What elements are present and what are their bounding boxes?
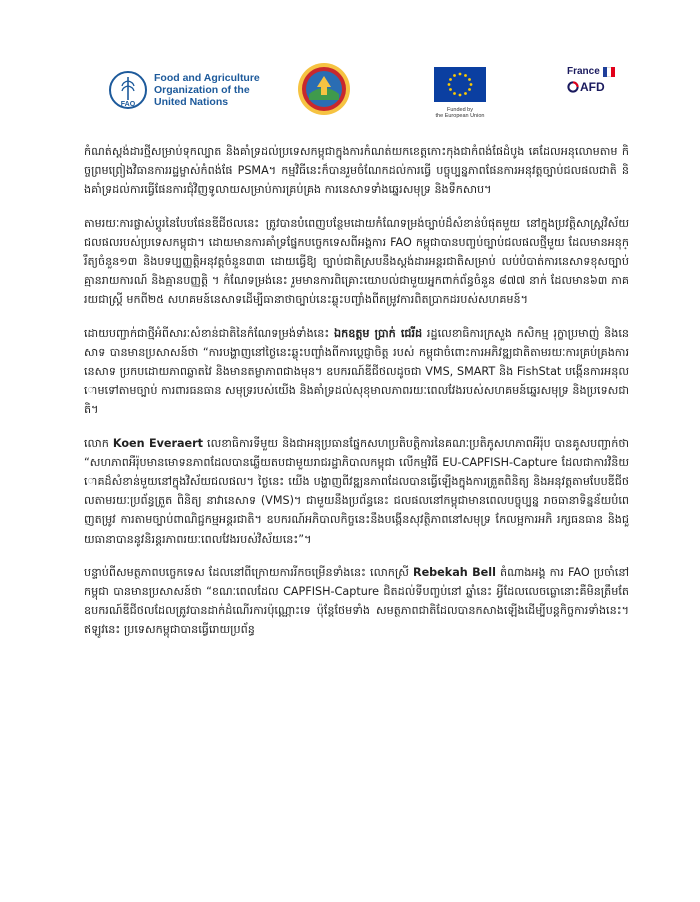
fao-name-line3: United Nations xyxy=(154,96,229,108)
paragraph-4-intro: លោក xyxy=(84,436,113,450)
paragraph-5-quote: តំណាងអង្គ ការ FAO ប្រចាំនៅកម្ពុជា បានមានប្រសាសន៍ថា “ខណៈពេលដែល CAPFISH-Capture ជិតដល់ទីបញ្ចប់នៅ ឆ្នាំនេះ អ្វីដែលលេចធ្លោនោះគឺមិនត្រឹមតែឧបករណ៍ឌីជីថលដែលត្រូវបានដាក់ដំណើរការប៉ុណ្ណោះទេ ប៉ុន្តែថែមទាំង សមត្ថភាពជាតិដែលបានកសាងឡើងដើម្បីបន្តកិច្ចការទាំងនេះ។ ឥឡូវនេះ ប្រទេសកម្ពុជាបានធ្វើរោយប្រព័ន្ធ xyxy=(84,565,629,637)
afd-logo xyxy=(567,66,615,94)
paragraph-1: កំណត់ស្តង់ដារថ្មីសម្រាប់ទុកល្បាត និងគាំទ្រដល់ប្រទេសកម្ពុជាក្នុងការកំណត់យកខេត្តកោះកុងជាកំពង់ផែដំបូង គេដែលអនុលោមតាម កិច្ចព្រមព្រៀងវិធានការរដ្ឋម្ចាស់កំពង់ផែ PSMA។ កម្មវិធីនេះក៏បានរួមចំណែកដល់ការធ្វើ បច្ចុប្បន្នភាពផែនការអនុវត្តច្បាប់ជលផលជាតិ និងគាំទ្រដល់ការធ្វើផែនការជុំវិញទូលាយសម្រាប់ការគ្រប់គ្រង ការនេសាទទាំងឆ្នេរសមុទ្រ និងទឹកសាប។ xyxy=(84,145,629,197)
speaker-name-koen-everaert: Koen Everaert xyxy=(112,436,204,450)
france-label-row xyxy=(567,66,615,77)
eu-caption-line2: the European Union xyxy=(435,113,485,119)
eu-caption-line1: Funded by xyxy=(447,107,473,113)
afd-wordmark xyxy=(567,80,615,94)
paragraph-4-quote: លេខាធិការទីមួយ និងជាអនុប្រធានផ្នែកសហប្រតិបត្តិការនៃគណៈប្រតិភូសហភាពអឺរ៉ុប បានគូសបញ្ជាក់ថា “សហភាពអឺរ៉ុបមានមោទនភាពដែលបានឆ្លើយតបជាមួយរាជរដ្ឋាភិបាលកម្ពុជា លើកម្មវិធី EU-CAPFISH-Capture ដែលជាការវិនិយោគដ៏សំខាន់មួយនៅក្នុងវិស័យជលផល។ ថ្ងៃនេះ យើង បង្ហាញពីវឌ្ឍនភាពដែលបានធ្វើឡើងក្នុងការត្រួតពិនិត្យ និងអនុវត្តតាមបែបឌីជីថលតាមរយៈប្រព័ន្ធត្រួត ពិនិត្យ នាវានេសាទ (VMS)។ ជាមួយនឹងប្រព័ន្ធនេះ ជលផលនៅកម្ពុជាមានពេលបច្ចុប្បន្ន រាចធានាទិន្នន័យបំពេញតម្រូវ ការតាមច្បាប់ពាណិជ្ជកម្មអន្តរជាតិ។ ឧបករណ៍អភិបាលកិច្ចនេះនឹងបង្កើនសុវត្ថិភាពនៅសមុទ្រ កែលម្អការអភិ រក្សធនធាន និងជួយធានាបាននូវនិរន្តរភាពរយៈពេលវែងរបស់វិស័យនេះ”។ xyxy=(84,436,629,546)
paragraph-3-intro: ដោយបញ្ជាក់ជាថ្មីអំពីសារៈសំខាន់ជាតិនៃកំណែទម្រង់ទាំងនេះ xyxy=(84,326,335,340)
afd-ring-icon xyxy=(567,81,579,93)
paragraph-2: តាមរយៈការផ្លាស់ប្តូរនៃបែបផែនឌីជីថលនេះ ត្រូវបានបំពេញបន្ថែមដោយកំណែទម្រង់ច្បាប់ដ៏សំខាន់បំផុតមួយ នៅក្នុងប្រវត្តិសាស្ត្រវិស័យជលផលរបស់ប្រទេសកម្ពុជា។ ដោយមានការគាំទ្រផ្នែកបច្ចេកទេសពីអង្គការ FAO កម្ពុជាបានបញ្ចប់ច្បាប់ជលផលថ្មីមួយ ដែលមានអនុក្រឹត្យចំនួន១៣ និងបទប្បញ្ញត្តិអនុវត្តចំនួន៣៣ ដោយធ្វើឱ្យ ច្បាប់ជាតិស្របនឹងស្តង់ដារអន្តរជាតិសម្រាប់ លប់បំបាត់ការនេសាទខុសច្បាប់ គ្មានរាយការណ៍ និងគ្មានបញ្ញត្តិ ។ កំណែទម្រង់នេះ រួមមានការពិគ្រោះយោបល់ជាមួយអ្នកពាក់ព័ន្ធចំនួន ៨៧៧ នាក់ ដែលមាន៦៣ ភាគរយជាស្ត្រី មកពី២៥ សហគមន៍នេសាទដើម្បីធានាថាច្បាប់នេះឆ្លុះបញ្ចាំងពីតម្រូវការពិតប្រាកដរបស់សហគមន៍។ xyxy=(84,216,629,307)
speaker-name-rebekah-bell: Rebekah Bell xyxy=(412,565,496,579)
france-label: France xyxy=(567,66,600,77)
eu-caption xyxy=(434,107,486,119)
fao-wheat-emblem-icon xyxy=(108,70,148,110)
eu-logo xyxy=(434,67,486,119)
fao-name-line1: Food and Agriculture xyxy=(154,72,260,84)
paragraph-5-intro: បន្ទាប់ពីសមត្ថភាពបច្ចេកទេស ដែលនៅពីក្រោយការរីកចម្រើនទាំងនេះ លោកស្រី xyxy=(84,565,413,579)
paragraph-5 xyxy=(84,563,629,640)
eu-flag-icon xyxy=(434,67,486,102)
ministry-seal-icon xyxy=(297,62,351,116)
afd-logo-text: AFD xyxy=(580,80,605,94)
logo-header xyxy=(0,0,700,125)
article-body xyxy=(84,142,629,654)
fao-wordmark xyxy=(154,72,260,108)
paragraph-3-quote: រដ្ឋលេខាធិការក្រសួង កសិកម្ម រុក្ខាប្រមាញ់ និងនេសាទ បានមានប្រសាសន៍ថា “ការបង្ហាញនៅថ្ងៃនេះឆ្លុះបញ្ចាំងពីការប្តេជ្ញាចិត្ត របស់ កម្ពុជាចំពោះការអភិវឌ្ឍជាតិតាមរយៈការគ្រប់គ្រងការនេសាទ ប្រកបដោយភាពឆ្លាតវៃ និងមានតម្លាភាពជាងមុន។ ឧបករណ៍ឌីជីថលដូចជា VMS, SMART និង FishStat បង្កើនការអនុលោមទៅតាមច្បាប់ ការពារធនធាន សមុទ្ររបស់យើង និងគាំទ្រដល់សុខុមាលភាពរយៈពេលវែងរបស់សហគមន៍ឆ្នេរសមុទ្រ និងប្រទេសជាតិ។ xyxy=(84,326,629,417)
fao-emblem-text: FAO xyxy=(120,101,136,108)
speaker-name-prak-jerid: ឯកឧត្តម ប្រាក់ ជេរីដ xyxy=(334,326,423,340)
fao-name-line2: Organization of the xyxy=(154,84,250,96)
paragraph-3 xyxy=(84,324,629,420)
paragraph-4 xyxy=(84,434,629,549)
fao-logo xyxy=(108,70,260,110)
french-flag-icon xyxy=(603,67,615,77)
